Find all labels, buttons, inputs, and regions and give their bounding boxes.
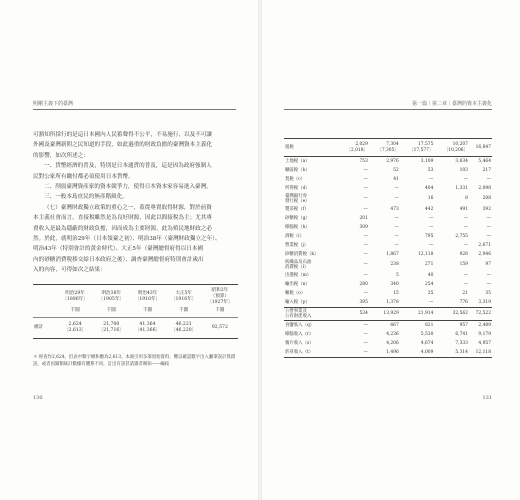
- page-number-left: 130: [33, 395, 43, 401]
- table-cell: 46,221 〔46,220〕: [166, 318, 202, 339]
- row-label: 菸草收入（t）: [284, 348, 338, 358]
- table-cell: —: [363, 186, 368, 191]
- row-label: 營業稅（j）: [285, 243, 309, 248]
- column-header: 明治43年 〔1910年〕: [129, 285, 165, 308]
- table-cell: 1,378: [386, 300, 399, 305]
- table-cell: 271: [424, 262, 434, 268]
- body-line: 賣收入是最為隱蔽的財政負擔，因而成為主要財源，此為殖民地財政之必: [33, 225, 213, 232]
- table-cell: 667: [369, 321, 400, 331]
- table-cell: 404: [424, 186, 434, 191]
- table-cell: —: [338, 321, 369, 331]
- body-line: 一、貨幣經濟的普及，特別是日本通貨的普及，這是因為政府強制人: [44, 163, 212, 170]
- table-row: [284, 308, 492, 321]
- table-cell: 12,118: [469, 348, 492, 358]
- table-cell: —: [463, 216, 468, 221]
- table-cell: —: [428, 225, 434, 230]
- table-cell: —: [363, 168, 368, 173]
- row-label: 輸出稅（n）: [285, 282, 310, 287]
- row-label: 食鹽收入（q）: [284, 321, 338, 331]
- unit-label: 千圓: [93, 307, 129, 318]
- table-row: [284, 184, 492, 193]
- row-label: 公營事業及 公有財產收入: [284, 308, 338, 321]
- row-label: 輸入稅（p）: [285, 300, 310, 305]
- table-cell: 2,671: [478, 243, 491, 248]
- table-cell: 2,624 〔2,613〕: [57, 318, 93, 339]
- body-line: 然。於此，就明治29年（日本領臺之初）、明治38年（臺灣財政獨立之年）、: [33, 236, 221, 243]
- table-cell: —: [428, 300, 434, 305]
- table-row: [284, 271, 492, 280]
- table-row: [284, 232, 492, 241]
- row-label: 契稅（c）: [285, 177, 306, 182]
- table-cell: 2,098: [478, 186, 491, 191]
- table-row: [284, 339, 492, 348]
- table-cell: —: [363, 341, 368, 346]
- table-cell: —: [338, 348, 369, 358]
- table-cell: 2,755: [455, 234, 468, 239]
- table-cell: 3,319: [478, 300, 491, 305]
- table-cell: 7,333: [455, 341, 468, 346]
- body-line: 民對公家所有繳付都必須使用日本貨幣。: [33, 173, 134, 180]
- column-header: 明治38年 〔1905年〕: [93, 285, 129, 308]
- table-row: [284, 157, 492, 167]
- table-cell: —: [463, 282, 468, 287]
- table-cell: 5,464: [478, 159, 491, 164]
- table-row: [284, 223, 492, 232]
- table-row: [284, 259, 492, 271]
- table-cell: 5,314: [434, 348, 469, 358]
- table-cell: 15: [393, 291, 399, 296]
- table-cell: 4,957: [478, 341, 491, 346]
- table-row: [284, 214, 492, 223]
- table-cell: 41,364 〔41,366〕: [129, 318, 165, 339]
- revenue-total-table: [33, 284, 238, 339]
- right-page: [262, 0, 520, 500]
- row-label: 砂糖稅（g）: [285, 216, 310, 221]
- table-row: [284, 348, 492, 358]
- table-cell: —: [363, 332, 368, 337]
- row-label: 樟腦收入（r）: [285, 332, 314, 337]
- unit-label: 千圓: [202, 307, 238, 318]
- table-cell: —: [363, 243, 368, 248]
- body-line: 二、削弱臺灣資產家的資本競爭力，使得日本資本家容易進入臺灣。: [44, 184, 212, 191]
- table-cell: 13,929: [369, 308, 400, 321]
- body-line: 本主義社會而言，直接稅雖然是為良好財源，因此以間接稅為主；尤其專: [33, 215, 213, 222]
- table-cell: 72,522: [469, 308, 492, 321]
- tax-breakdown-table: [284, 138, 492, 358]
- table-cell: —: [394, 234, 399, 239]
- table-cell: 103: [459, 168, 468, 173]
- table-cell: —: [363, 234, 368, 239]
- table-cell: 1,867: [386, 252, 399, 257]
- footnote: ＊ 經查作2,624，但表中數字總和應為2,613。本處引用多筆原始資料，難以確認數字出入屬筆誤計算錯誤，或者因歸類統計數據有體系不同，訂出有誤甚請讀者賜知――編按: [33, 355, 236, 368]
- table-cell: —: [428, 243, 434, 248]
- table-cell: 491: [459, 207, 468, 212]
- row-label-total: 總計: [33, 318, 57, 339]
- right-header-rule: [284, 109, 492, 110]
- table-cell: 4,674: [420, 341, 434, 346]
- column-header: 16,847: [469, 139, 492, 157]
- column-header: 2,029 〔2,018〕: [338, 139, 369, 157]
- table-cell: 2,976: [386, 159, 399, 164]
- table-cell: —: [463, 273, 468, 278]
- table-cell: 12,118: [418, 252, 434, 257]
- table-cell: 8: [465, 196, 468, 202]
- row-label: 出港稅（m）: [285, 273, 312, 278]
- table-cell: 16: [427, 196, 434, 202]
- left-header-rule: [33, 109, 236, 110]
- table-cell: 238: [390, 262, 399, 268]
- table-cell: 4,009: [400, 348, 435, 358]
- table-cell: 957: [434, 321, 469, 331]
- row-label: 樟腦稅（h）: [285, 225, 310, 230]
- table-header-label: 租稅: [284, 139, 338, 157]
- table-cell: 280: [359, 282, 368, 287]
- table-corner: [33, 285, 57, 308]
- table-cell: 753: [359, 159, 368, 164]
- unit-label: 千圓: [129, 307, 165, 318]
- table-cell: 254: [424, 282, 434, 287]
- table-cell: —: [363, 262, 368, 268]
- column-header: 10,207 〔10,206〕: [434, 139, 469, 157]
- table-cell: —: [363, 207, 368, 212]
- table-row: [284, 166, 492, 175]
- table-cell: —: [486, 177, 491, 182]
- table-cell: —: [363, 252, 368, 257]
- tax-table-body: [284, 157, 492, 358]
- body-line: 三、一般本島庶民的無產階級化。: [44, 194, 128, 201]
- row-label: 鴉片收入（s）: [285, 341, 314, 346]
- table-cell: 6,741: [455, 332, 468, 337]
- table-cell: 309: [359, 225, 368, 230]
- table-cell: 52: [393, 168, 399, 173]
- table-cell: —: [486, 225, 491, 230]
- table-row: [284, 250, 492, 259]
- column-header: 昭和2年 （預算） 〔1927年〕: [202, 285, 238, 308]
- row-label: 所得稅（d）: [285, 186, 310, 191]
- table-cell: 534: [338, 308, 369, 321]
- table-cell: —: [394, 186, 399, 191]
- table-cell: —: [394, 243, 399, 248]
- table-cell: 217: [482, 168, 491, 173]
- table-cell: 3,634: [455, 159, 468, 164]
- row-label: 酒稅（i）: [285, 234, 304, 239]
- table-cell: 21,700 〔21,716〕: [93, 318, 129, 339]
- table-cell: 473: [390, 207, 399, 212]
- table-cell: 821: [400, 321, 435, 331]
- body-line: （七）臺灣財政獨立政策的重心之一，蓋從專賣取得財源，對於前資: [44, 204, 212, 211]
- table-cell: 1,496: [369, 348, 400, 358]
- unit-label: 千圓: [57, 307, 93, 318]
- right-running-head: 第一篇｜第二章｜臺灣的資本主義化: [411, 101, 492, 107]
- table-row: [284, 330, 492, 339]
- table-cell: 392: [482, 207, 491, 212]
- table-cell: 1,331: [455, 186, 468, 191]
- row-label: 紡織品及石油 消費稅（l）: [285, 259, 312, 270]
- row-label: 噸稅（o）: [285, 291, 306, 296]
- table-cell: 442: [424, 207, 434, 212]
- table-cell: 2,946: [478, 252, 491, 257]
- table-cell: 795: [424, 234, 434, 239]
- row-label: 砂糖消費稅（k）: [285, 252, 319, 257]
- table-row: [284, 175, 492, 184]
- body-line: 入的內容，可得如次之結果：: [33, 267, 106, 274]
- unit-label: 千圓: [166, 307, 202, 318]
- table-cell: —: [486, 234, 491, 239]
- table-cell: 53: [427, 168, 434, 173]
- table-cell: —: [394, 216, 399, 221]
- table-cell: 159: [459, 262, 468, 268]
- row-label: 礦區稅（b）: [285, 168, 310, 173]
- body-line: 外國及臺灣新附之民知道的手段，如此過重的財政負擔的臺灣資本主義化: [33, 142, 213, 149]
- table-cell: 21,914: [400, 308, 435, 321]
- table-cell: —: [463, 225, 468, 230]
- table-cell: 41: [393, 177, 399, 182]
- body-line: 可豁知所採行的是這日本國內人民蓄聲得不公平，不易施行，以及不可讓: [33, 132, 213, 138]
- table-cell: —: [363, 177, 368, 182]
- table-cell: 32,562: [434, 308, 469, 321]
- table-cell: —: [394, 196, 399, 202]
- table-row: [284, 298, 492, 308]
- left-running-head: 明剛主義下的臺灣: [33, 101, 74, 107]
- table-cell: 3,109: [420, 159, 434, 164]
- table-row: [284, 205, 492, 214]
- table-cell: 97: [485, 262, 491, 268]
- table-cell: 35: [485, 291, 491, 296]
- table-cell: 92,572: [202, 318, 238, 339]
- table-cell: 25: [427, 291, 434, 296]
- table-row: [284, 289, 492, 298]
- table-cell: —: [363, 196, 368, 202]
- table-row: [284, 241, 492, 250]
- table-cell: 5: [395, 273, 399, 278]
- table-cell: 21: [462, 291, 468, 296]
- table-cell: 2,489: [469, 321, 492, 331]
- row-label: 製茶稅（f）: [285, 207, 309, 212]
- body-line: 的影響，如次所述之：: [33, 152, 89, 159]
- table-cell: —: [394, 225, 399, 230]
- table-cell: —: [363, 273, 368, 278]
- column-header: 17,575 〔17,577〕: [400, 139, 435, 157]
- page-number-right: 131: [482, 395, 492, 401]
- table-cell: 208: [482, 196, 491, 202]
- left-body-text: [33, 130, 238, 276]
- column-header: 大正5年 〔1916年〕: [166, 285, 202, 308]
- table-cell: 9,179: [478, 332, 491, 337]
- row-label: 臺灣銀行券 發行稅（e）: [285, 193, 310, 204]
- column-header: 7,304 〔7,305〕: [369, 139, 400, 157]
- table-cell: 340: [390, 282, 399, 287]
- table-row: [284, 193, 492, 205]
- row-label: 土地稅（a）: [285, 159, 310, 164]
- table-cell: —: [428, 177, 434, 182]
- table-cell: 4,236: [386, 332, 399, 337]
- table-row: [284, 280, 492, 289]
- left-page: [0, 0, 258, 500]
- table-cell: —: [428, 216, 434, 221]
- table-cell: —: [463, 177, 468, 182]
- table-cell: 928: [459, 252, 468, 257]
- column-header: 明治29年 〔1896年〕: [57, 285, 93, 308]
- table-cell: 40: [427, 273, 434, 278]
- body-line: 內的砂糖消費稅移交給日本政府之後）、調查臺灣總督府特別會計歲出: [33, 256, 204, 263]
- table-cell: —: [486, 282, 491, 287]
- table-cell: 4,206: [386, 341, 399, 346]
- table-cell: —: [363, 291, 368, 296]
- table-cell: 201: [359, 216, 368, 221]
- table-row: [284, 321, 492, 331]
- table-cell: —: [486, 273, 491, 278]
- table-cell: 5,530: [420, 332, 434, 337]
- table-cell: —: [463, 243, 468, 248]
- table-cell: —: [486, 216, 491, 221]
- body-line: 明治43年（特別會計的黃金時代）、大正5年（臺灣總督府得以日本國: [33, 246, 204, 253]
- table-cell: 395: [359, 300, 368, 305]
- table-cell: 776: [459, 300, 468, 305]
